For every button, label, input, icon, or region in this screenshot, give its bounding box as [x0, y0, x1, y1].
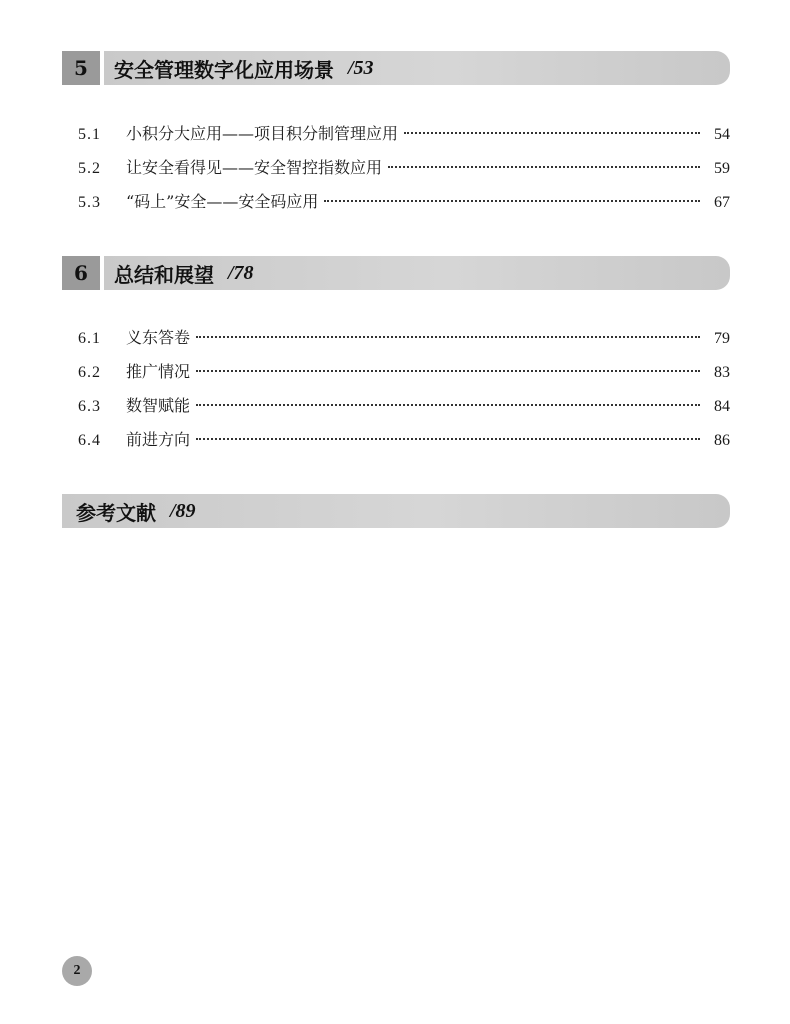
section-page: 67 [714, 194, 730, 211]
dot-leader [196, 336, 700, 338]
toc-entry-5-2[interactable] [78, 151, 730, 185]
section-number: 5.3 [78, 194, 101, 211]
toc-entry-5-3[interactable] [78, 185, 730, 219]
chapter-5-header [62, 51, 730, 85]
toc-entry-6-1[interactable] [78, 321, 730, 355]
section-title: 让安全看得见——安全智控指数应用 [126, 158, 383, 177]
dot-leader [196, 370, 700, 372]
chapter-page-ref: /53 [348, 56, 374, 79]
dot-leader [196, 438, 700, 440]
toc-entry-6-2[interactable] [78, 355, 730, 389]
section-number: 6.3 [78, 398, 101, 415]
chapter-page-ref: /78 [228, 261, 254, 284]
section-page: 79 [714, 330, 730, 347]
section-number: 5.2 [78, 160, 101, 177]
section-number: 5.1 [78, 126, 101, 143]
toc-entry-5-1[interactable] [78, 117, 730, 151]
chapter-title-box [104, 51, 730, 85]
toc-entry-6-4[interactable] [78, 423, 730, 457]
chapter-number: 5 [62, 51, 100, 85]
section-page: 84 [714, 398, 730, 415]
section-number: 6.2 [78, 364, 101, 381]
section-page: 86 [714, 432, 730, 449]
section-page: 59 [714, 160, 730, 177]
section-title: “码上”安全——安全码应用 [126, 192, 319, 211]
section-number: 6.4 [78, 432, 101, 449]
toc-entry-6-3[interactable] [78, 389, 730, 423]
chapter-title-box [104, 256, 730, 290]
chapter-title: 安全管理数字化应用场景 [114, 57, 334, 82]
section-title: 前进方向 [126, 430, 191, 449]
dot-leader [324, 200, 700, 202]
section-title: 小积分大应用——项目积分制管理应用 [126, 124, 399, 143]
chapter-5-sections [78, 117, 730, 219]
dot-leader [388, 166, 700, 168]
references-title: 参考文献 [76, 500, 156, 525]
chapter-number: 6 [62, 256, 100, 290]
dot-leader [196, 404, 700, 406]
section-number: 6.1 [78, 330, 101, 347]
chapter-6-sections [78, 321, 730, 457]
dot-leader [404, 132, 700, 134]
section-title: 义东答卷 [126, 328, 191, 347]
chapter-title: 总结和展望 [114, 262, 214, 287]
section-title: 数智赋能 [126, 396, 191, 415]
section-page: 54 [714, 126, 730, 143]
section-title: 推广情况 [126, 362, 191, 381]
page-number-badge: 2 [62, 956, 92, 986]
section-page: 83 [714, 364, 730, 381]
references-title-box [62, 494, 730, 528]
references-page-ref: /89 [170, 499, 196, 522]
chapter-6-header [62, 256, 730, 290]
references-header [62, 494, 730, 528]
